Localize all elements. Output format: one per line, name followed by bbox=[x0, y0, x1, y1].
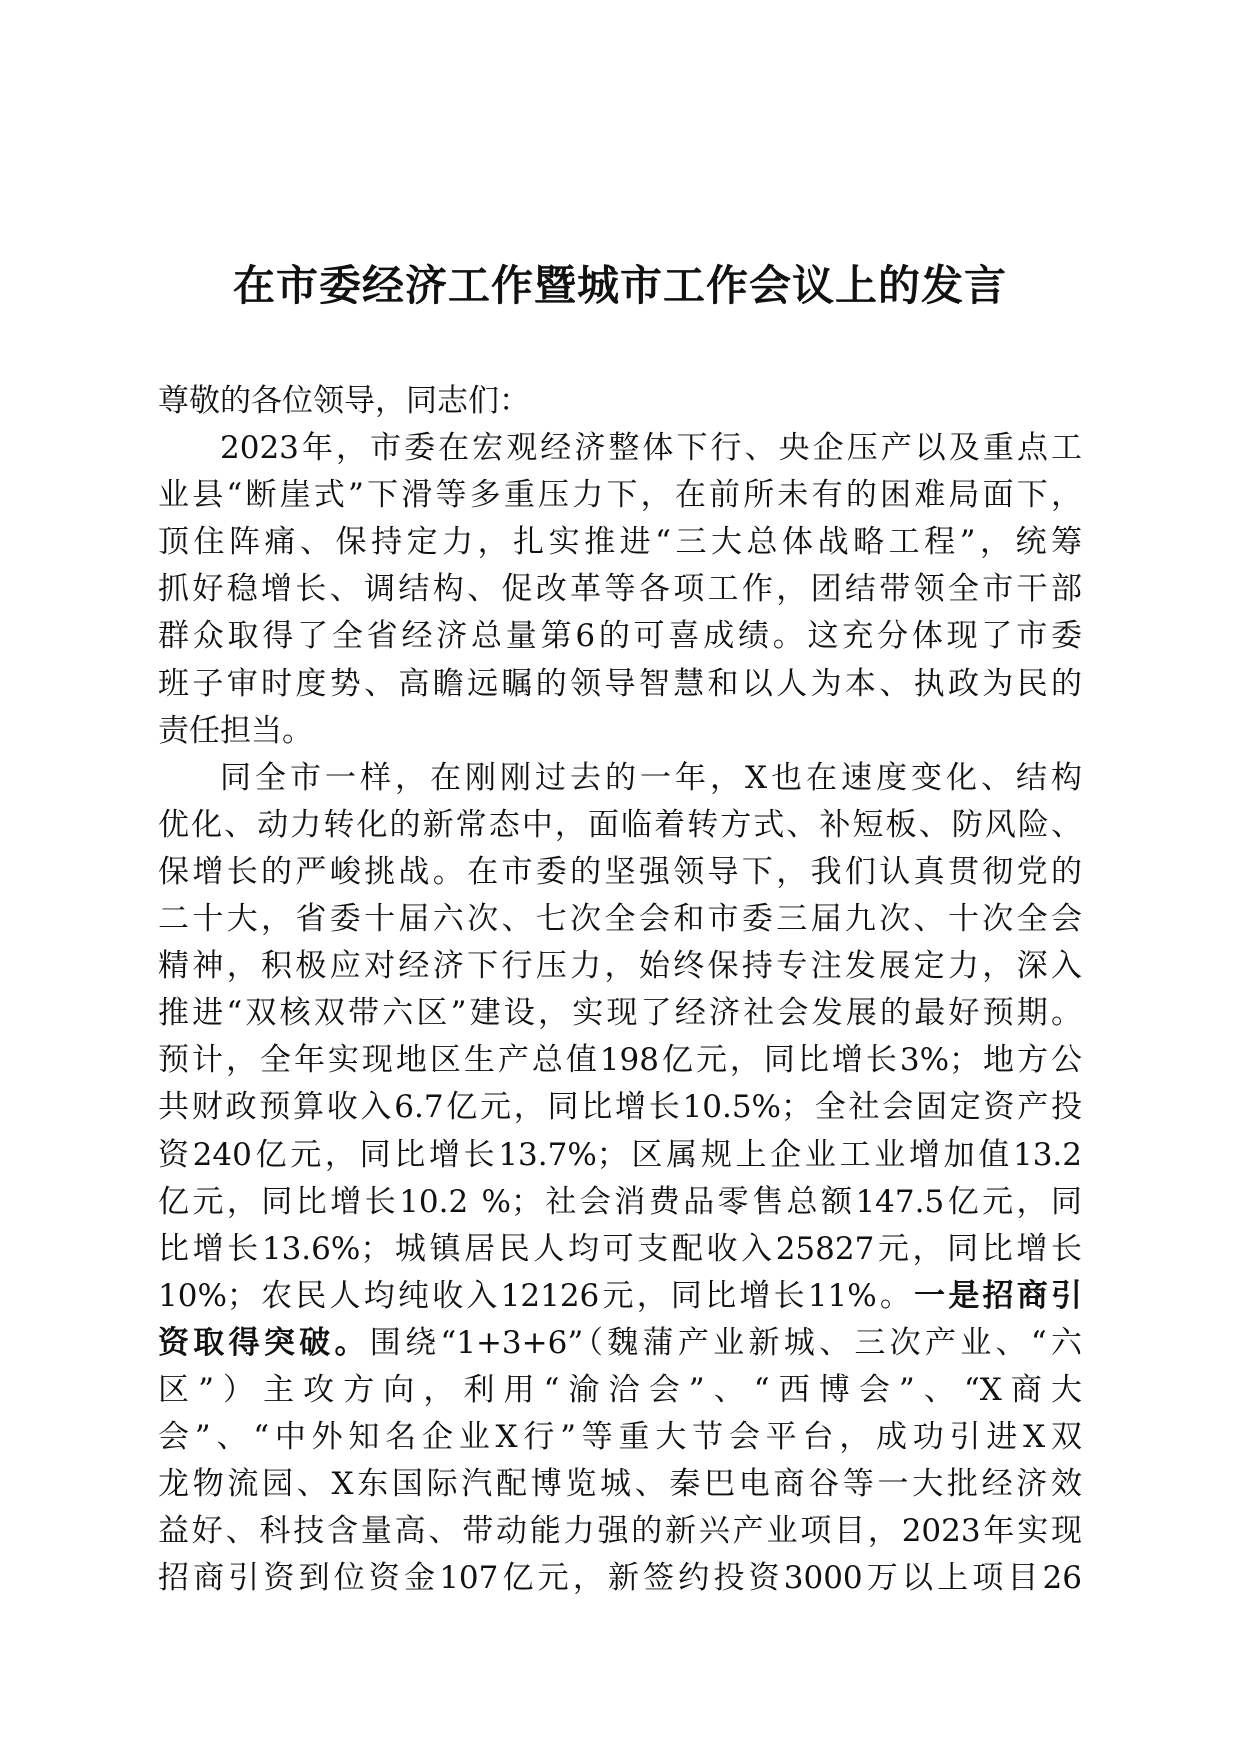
text-run: 尊敬的各位领导，同志们： bbox=[158, 383, 530, 419]
bold-text-run: 资取得突破。 bbox=[158, 1324, 370, 1361]
text-run: 推进“双核双带六区”建设，实现了经济社会发展的最好预期。 bbox=[158, 995, 1082, 1032]
text-line bbox=[158, 943, 1082, 990]
text-run: 会”、“中外知名企业X行”等重大节会平台，成功引进X双 bbox=[158, 1419, 1082, 1456]
text-run: 比增长13.6%；城镇居民人均可支配收入25827元，同比增长 bbox=[158, 1230, 1082, 1267]
text-line bbox=[158, 1414, 1082, 1461]
text-line bbox=[158, 519, 1082, 566]
text-run: 保增长的严峻挑战。在市委的坚强领导下，我们认真贯彻党的 bbox=[158, 853, 1082, 890]
bold-text-run: 一是招商引 bbox=[914, 1277, 1082, 1314]
text-line bbox=[158, 755, 1082, 802]
text-run: 亿元，同比增长10.2 %；社会消费品零售总额147.5亿元，同 bbox=[158, 1183, 1082, 1220]
text-line bbox=[158, 1555, 1082, 1602]
text-run: 精神，积极应对经济下行压力，始终保持专注发展定力，深入 bbox=[158, 948, 1082, 985]
text-run: 顶住阵痛、保持定力，扎实推进“三大总体战略工程”，统筹 bbox=[158, 524, 1082, 561]
text-run: 10%；农民人均纯收入12126元，同比增长11%。 bbox=[158, 1277, 915, 1314]
text-line bbox=[158, 472, 1082, 519]
text-run: 二十大，省委十届六次、七次全会和市委三届九次、十次全会 bbox=[158, 901, 1082, 938]
text-line bbox=[158, 378, 1082, 425]
text-line bbox=[158, 1226, 1082, 1273]
text-line bbox=[158, 1132, 1082, 1179]
text-run: 责任担当。 bbox=[158, 712, 313, 749]
text-line bbox=[158, 1273, 1082, 1320]
text-run: 共财政预算收入6.7亿元，同比增长10.5%；全社会固定资产投 bbox=[158, 1089, 1082, 1126]
text-run: 招商引资到位资金107亿元，新签约投资3000万以上项目26 bbox=[158, 1560, 1082, 1597]
text-line bbox=[158, 708, 1082, 755]
text-line bbox=[158, 896, 1082, 943]
text-run: 围绕“1+3+6”（魏蒲产业新城、三次产业、“六 bbox=[369, 1324, 1082, 1361]
text-run: 区”）主攻方向，利用“渝洽会”、“西博会”、“X商大 bbox=[158, 1371, 1082, 1408]
text-line bbox=[158, 1320, 1082, 1367]
text-line bbox=[158, 566, 1082, 613]
text-run: 抓好稳增长、调结构、促改革等各项工作，团结带领全市干部 bbox=[158, 571, 1082, 608]
text-line bbox=[158, 425, 1082, 472]
text-line bbox=[158, 1367, 1082, 1414]
text-run: 预计，全年实现地区生产总值198亿元，同比增长3%；地方公 bbox=[158, 1042, 1082, 1079]
text-line bbox=[158, 1461, 1082, 1508]
text-line bbox=[158, 1508, 1082, 1555]
document-body bbox=[158, 378, 1082, 1602]
text-run: 业县“断崖式”下滑等多重压力下，在前所未有的困难局面下， bbox=[158, 477, 1082, 514]
text-run: 同全市一样，在刚刚过去的一年，X也在速度变化、结构 bbox=[220, 759, 1082, 796]
text-run: 2023年，市委在宏观经济整体下行、央企压产以及重点工 bbox=[220, 430, 1082, 467]
text-run: 益好、科技含量高、带动能力强的新兴产业项目，2023年实现 bbox=[158, 1513, 1082, 1550]
text-run: 班子审时度势、高瞻远瞩的领导智慧和以人为本、执政为民的 bbox=[158, 665, 1082, 702]
text-run: 优化、动力转化的新常态中，面临着转方式、补短板、防风险、 bbox=[158, 806, 1082, 843]
text-line bbox=[158, 613, 1082, 660]
text-line bbox=[158, 1084, 1082, 1131]
text-line bbox=[158, 802, 1082, 849]
text-line bbox=[158, 990, 1082, 1037]
text-run: 龙物流园、X东国际汽配博览城、秦巴电商谷等一大批经济效 bbox=[158, 1466, 1082, 1503]
text-line bbox=[158, 1179, 1082, 1226]
document-title: 在市委经济工作暨城市工作会议上的发言 bbox=[232, 261, 1007, 310]
text-line bbox=[158, 1037, 1082, 1084]
text-line bbox=[158, 849, 1082, 896]
text-run: 资240亿元，同比增长13.7%；区属规上企业工业增加值13.2 bbox=[158, 1136, 1082, 1173]
text-line bbox=[158, 661, 1082, 708]
text-run: 群众取得了全省经济总量第6的可喜成绩。这充分体现了市委 bbox=[158, 618, 1082, 655]
